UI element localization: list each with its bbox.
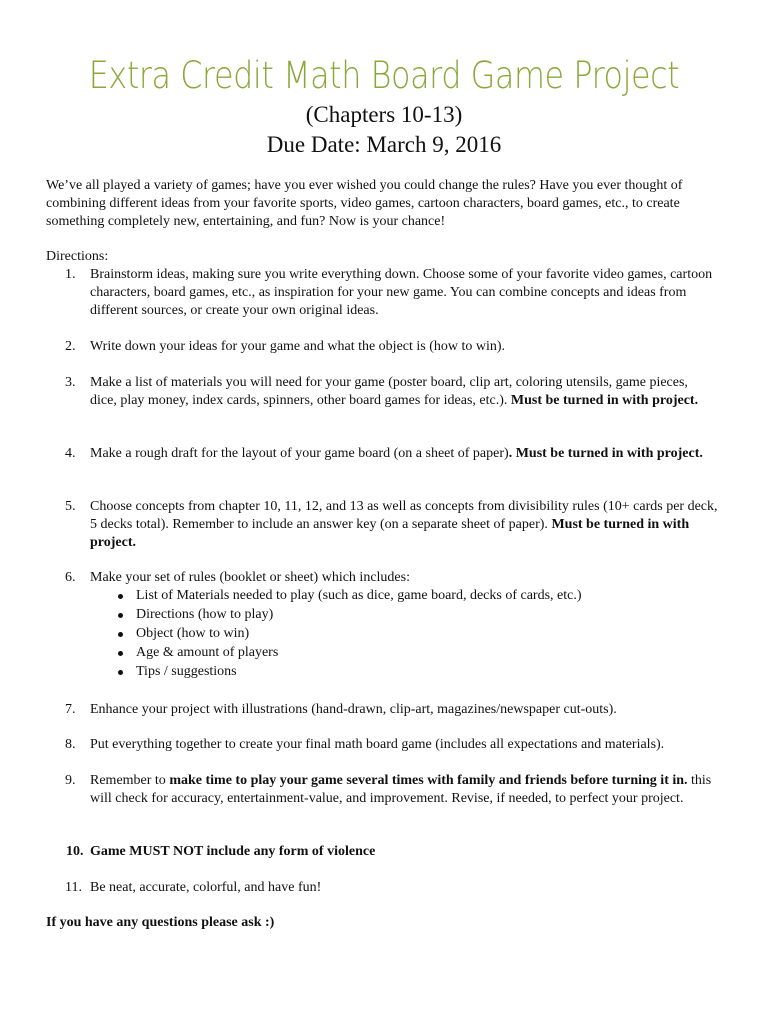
bullet-icon bbox=[118, 670, 123, 675]
bullet-item bbox=[90, 606, 718, 625]
step-text: Make your set of rules (booklet or sheet) which includes: bbox=[90, 570, 410, 585]
rules-bullet-list bbox=[90, 587, 718, 682]
step-number: 7. bbox=[65, 702, 76, 717]
bullet-item bbox=[90, 644, 718, 663]
bullet-icon bbox=[118, 594, 123, 599]
step-requirement: Game MUST NOT include any form of violence bbox=[90, 844, 376, 859]
step-number: 4. bbox=[65, 446, 76, 461]
step-number: 10. bbox=[66, 844, 84, 859]
bullet-text: Directions (how to play) bbox=[136, 607, 274, 622]
step-body bbox=[90, 374, 718, 410]
bullet-text: Tips / suggestions bbox=[136, 664, 237, 679]
step-text-after: this will check for accuracy, entertainment-value, and improvement. Revise, if needed, to perfect your project. bbox=[90, 773, 712, 806]
step-body bbox=[90, 772, 718, 808]
bullet-icon bbox=[118, 613, 123, 618]
bullet-icon bbox=[118, 651, 123, 656]
step-number: 1. bbox=[65, 267, 76, 282]
step-text: Make a list of materials you will need for your game (poster board, clip art, coloring utensils, game pieces, dice, play money, index cards, spinners, other board games for ideas, etc.). bbox=[90, 375, 688, 408]
bullet-item bbox=[90, 587, 718, 606]
step-number: 2. bbox=[65, 339, 76, 354]
page-title: Extra Credit Math Board Game Project bbox=[88, 54, 680, 97]
step-number: 3. bbox=[65, 375, 76, 390]
step-body bbox=[90, 569, 718, 682]
closing-note: If you have any questions please ask :) bbox=[46, 915, 275, 930]
step-text: Put everything together to create your final math board game (includes all expectations and materials). bbox=[90, 737, 665, 752]
bullet-icon bbox=[118, 632, 123, 637]
step-body bbox=[90, 445, 718, 463]
bullet-text: Object (how to win) bbox=[136, 626, 250, 641]
chapters-subtitle: (Chapters 10-13) bbox=[305, 102, 463, 127]
due-date: Due Date: March 9, 2016 bbox=[266, 132, 502, 157]
bullet-text: Age & amount of players bbox=[136, 645, 279, 660]
step-requirement: . Must be turned in with project. bbox=[508, 446, 703, 461]
directions-label: Directions: bbox=[46, 249, 109, 264]
bullet-text: List of Materials needed to play (such as dice, game board, decks of cards, etc.) bbox=[136, 588, 582, 603]
step-requirement: Must be turned in with project. bbox=[90, 517, 690, 550]
step-text: Choose concepts from chapter 10, 11, 12, and 13 as well as concepts from divisibility rules (10+ cards per deck, 5 decks total). Remember to include an answer key (on a separate sheet of paper). bbox=[90, 499, 718, 532]
bullet-item bbox=[90, 625, 718, 644]
step-text: Be neat, accurate, colorful, and have fun! bbox=[90, 880, 322, 895]
step-text: Remember to bbox=[90, 773, 170, 788]
step-requirement: Must be turned in with project. bbox=[510, 393, 699, 408]
step-number: 8. bbox=[65, 737, 76, 752]
intro-paragraph: We’ve all played a variety of games; have you ever wished you could change the rules? Have you ever thought of combining different ideas from your favorite sports, video games, cartoon characters, board games, etc., to create something completely new, entertaining, and fun? Now is your chance! bbox=[46, 178, 683, 229]
step-body bbox=[90, 498, 718, 552]
step-requirement: make time to play your game several times with family and friends before turning it in. bbox=[169, 773, 688, 788]
bullet-item bbox=[90, 663, 718, 682]
step-number: 6. bbox=[65, 570, 76, 585]
step-text: Make a rough draft for the layout of your game board (on a sheet of paper) bbox=[90, 446, 509, 461]
step-text: Brainstorm ideas, making sure you write everything down. Choose some of your favorite video games, cartoon characters, board games, etc., as inspiration for your new game. You can combine concepts and ideas from different sources, or create your own original ideas. bbox=[90, 267, 713, 318]
step-text: Enhance your project with illustrations (hand-drawn, clip-art, magazines/newspaper cut-outs). bbox=[90, 702, 617, 717]
step-text: Write down your ideas for your game and what the object is (how to win). bbox=[90, 339, 506, 354]
step-number: 5. bbox=[65, 499, 76, 514]
step-number: 9. bbox=[65, 773, 76, 788]
step-number: 11. bbox=[65, 880, 82, 895]
